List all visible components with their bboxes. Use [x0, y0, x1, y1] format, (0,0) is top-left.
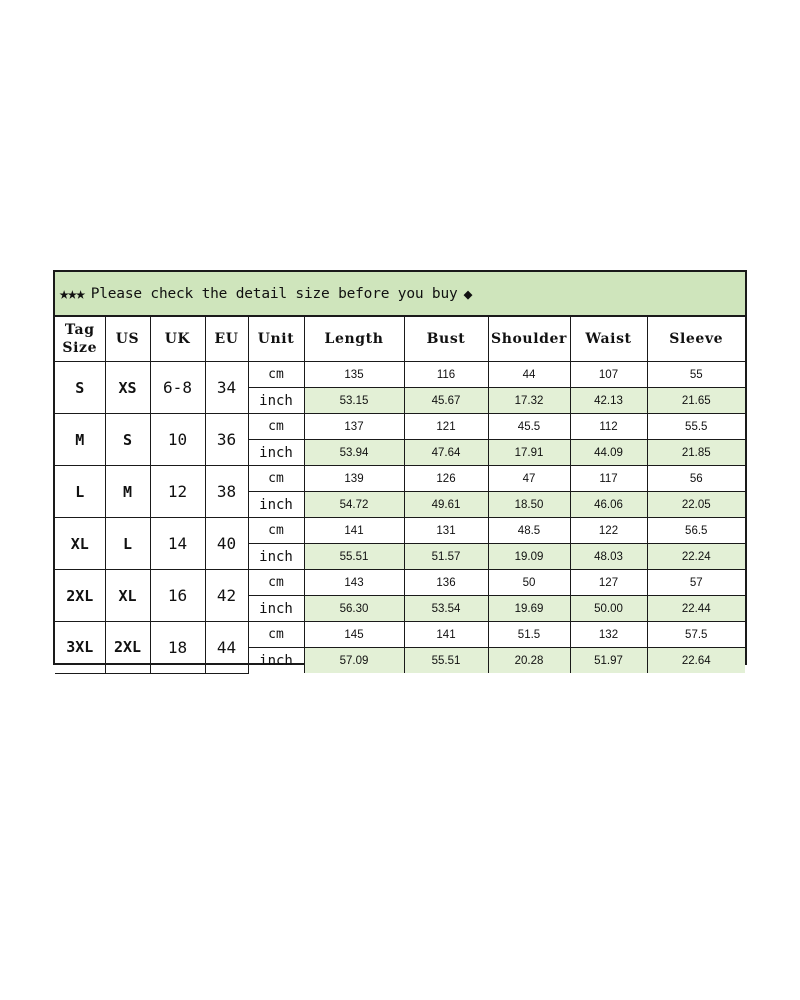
unit-cm-cell: cm	[248, 570, 304, 596]
uk-size-cell: 18	[150, 622, 205, 674]
eu-size-cell: 40	[205, 518, 248, 570]
unit-inch-cell: inch	[248, 388, 304, 414]
unit-inch-cell: inch	[248, 440, 304, 466]
waist-inch-cell: 51.97	[570, 648, 647, 674]
table-row-cm	[55, 414, 745, 440]
eu-size-cell: 38	[205, 466, 248, 518]
shoulder-cm-cell: 51.5	[488, 622, 570, 648]
waist-cm-cell: 127	[570, 570, 647, 596]
waist-inch-cell: 46.06	[570, 492, 647, 518]
diamond-icon: ◆	[463, 284, 473, 303]
shoulder-inch-cell: 20.28	[488, 648, 570, 674]
length-cm-cell: 135	[304, 362, 404, 388]
table-row-cm	[55, 466, 745, 492]
bust-cm-cell: 136	[404, 570, 488, 596]
bust-cm-cell: 126	[404, 466, 488, 492]
waist-inch-cell: 44.09	[570, 440, 647, 466]
shoulder-cm-cell: 50	[488, 570, 570, 596]
unit-cm-cell: cm	[248, 622, 304, 648]
length-cm-cell: 139	[304, 466, 404, 492]
eu-size-cell: 34	[205, 362, 248, 414]
us-size-cell: L	[105, 518, 150, 570]
waist-cm-cell: 117	[570, 466, 647, 492]
uk-size-cell: 16	[150, 570, 205, 622]
unit-cm-cell: cm	[248, 414, 304, 440]
waist-cm-cell: 107	[570, 362, 647, 388]
bust-cm-cell: 116	[404, 362, 488, 388]
length-cm-cell: 141	[304, 518, 404, 544]
length-cm-cell: 145	[304, 622, 404, 648]
us-size-cell: M	[105, 466, 150, 518]
table-row-cm	[55, 518, 745, 544]
size-chart-banner	[55, 272, 745, 317]
waist-cm-cell: 132	[570, 622, 647, 648]
waist-inch-cell: 50.00	[570, 596, 647, 622]
table-row-cm	[55, 570, 745, 596]
header-row	[55, 317, 745, 362]
sleeve-cm-cell: 56.5	[647, 518, 745, 544]
length-inch-cell: 53.15	[304, 388, 404, 414]
bust-cm-cell: 131	[404, 518, 488, 544]
header-uk: UK	[150, 317, 205, 362]
length-inch-cell: 55.51	[304, 544, 404, 570]
length-inch-cell: 57.09	[304, 648, 404, 674]
sleeve-cm-cell: 57.5	[647, 622, 745, 648]
uk-size-cell: 6-8	[150, 362, 205, 414]
uk-size-cell: 10	[150, 414, 205, 466]
tag-size-cell: 3XL	[55, 622, 105, 674]
sleeve-cm-cell: 55.5	[647, 414, 745, 440]
header-shoulder: Shoulder	[488, 317, 570, 362]
shoulder-inch-cell: 17.32	[488, 388, 570, 414]
bust-inch-cell: 49.61	[404, 492, 488, 518]
shoulder-inch-cell: 19.69	[488, 596, 570, 622]
shoulder-inch-cell: 17.91	[488, 440, 570, 466]
waist-cm-cell: 112	[570, 414, 647, 440]
length-inch-cell: 53.94	[304, 440, 404, 466]
header-us: US	[105, 317, 150, 362]
unit-cm-cell: cm	[248, 518, 304, 544]
shoulder-cm-cell: 47	[488, 466, 570, 492]
header-length: Length	[304, 317, 404, 362]
three-stars-icon: ★★★	[59, 283, 84, 304]
sleeve-inch-cell: 22.64	[647, 648, 745, 674]
tag-size-cell: XL	[55, 518, 105, 570]
shoulder-cm-cell: 44	[488, 362, 570, 388]
tag-size-cell: 2XL	[55, 570, 105, 622]
unit-inch-cell: inch	[248, 596, 304, 622]
sleeve-cm-cell: 55	[647, 362, 745, 388]
unit-inch-cell: inch	[248, 648, 304, 674]
tag-size-cell: S	[55, 362, 105, 414]
length-cm-cell: 143	[304, 570, 404, 596]
banner-text: Please check the detail size before you buy	[90, 285, 458, 302]
header-bust: Bust	[404, 317, 488, 362]
length-inch-cell: 56.30	[304, 596, 404, 622]
length-cm-cell: 137	[304, 414, 404, 440]
unit-inch-cell: inch	[248, 492, 304, 518]
waist-cm-cell: 122	[570, 518, 647, 544]
tag-size-cell: M	[55, 414, 105, 466]
unit-cm-cell: cm	[248, 362, 304, 388]
sleeve-inch-cell: 21.85	[647, 440, 745, 466]
header-unit: Unit	[248, 317, 304, 362]
us-size-cell: XL	[105, 570, 150, 622]
uk-size-cell: 14	[150, 518, 205, 570]
bust-cm-cell: 141	[404, 622, 488, 648]
table-row-cm	[55, 622, 745, 648]
size-table	[55, 317, 745, 674]
bust-inch-cell: 45.67	[404, 388, 488, 414]
bust-inch-cell: 51.57	[404, 544, 488, 570]
uk-size-cell: 12	[150, 466, 205, 518]
unit-inch-cell: inch	[248, 544, 304, 570]
length-inch-cell: 54.72	[304, 492, 404, 518]
header-sleeve: Sleeve	[647, 317, 745, 362]
waist-inch-cell: 48.03	[570, 544, 647, 570]
sleeve-inch-cell: 21.65	[647, 388, 745, 414]
table-row-cm	[55, 362, 745, 388]
sleeve-inch-cell: 22.05	[647, 492, 745, 518]
waist-inch-cell: 42.13	[570, 388, 647, 414]
shoulder-cm-cell: 45.5	[488, 414, 570, 440]
eu-size-cell: 42	[205, 570, 248, 622]
header-eu: EU	[205, 317, 248, 362]
bust-cm-cell: 121	[404, 414, 488, 440]
sleeve-inch-cell: 22.44	[647, 596, 745, 622]
shoulder-inch-cell: 19.09	[488, 544, 570, 570]
size-chart	[53, 270, 747, 669]
shoulder-inch-cell: 18.50	[488, 492, 570, 518]
unit-cm-cell: cm	[248, 466, 304, 492]
shoulder-cm-cell: 48.5	[488, 518, 570, 544]
sleeve-inch-cell: 22.24	[647, 544, 745, 570]
bust-inch-cell: 47.64	[404, 440, 488, 466]
tag-size-cell: L	[55, 466, 105, 518]
header-waist: Waist	[570, 317, 647, 362]
us-size-cell: S	[105, 414, 150, 466]
us-size-cell: 2XL	[105, 622, 150, 674]
eu-size-cell: 44	[205, 622, 248, 674]
bust-inch-cell: 53.54	[404, 596, 488, 622]
sleeve-cm-cell: 56	[647, 466, 745, 492]
bust-inch-cell: 55.51	[404, 648, 488, 674]
sleeve-cm-cell: 57	[647, 570, 745, 596]
eu-size-cell: 36	[205, 414, 248, 466]
us-size-cell: XS	[105, 362, 150, 414]
header-tag-size: Tag Size	[55, 317, 105, 362]
